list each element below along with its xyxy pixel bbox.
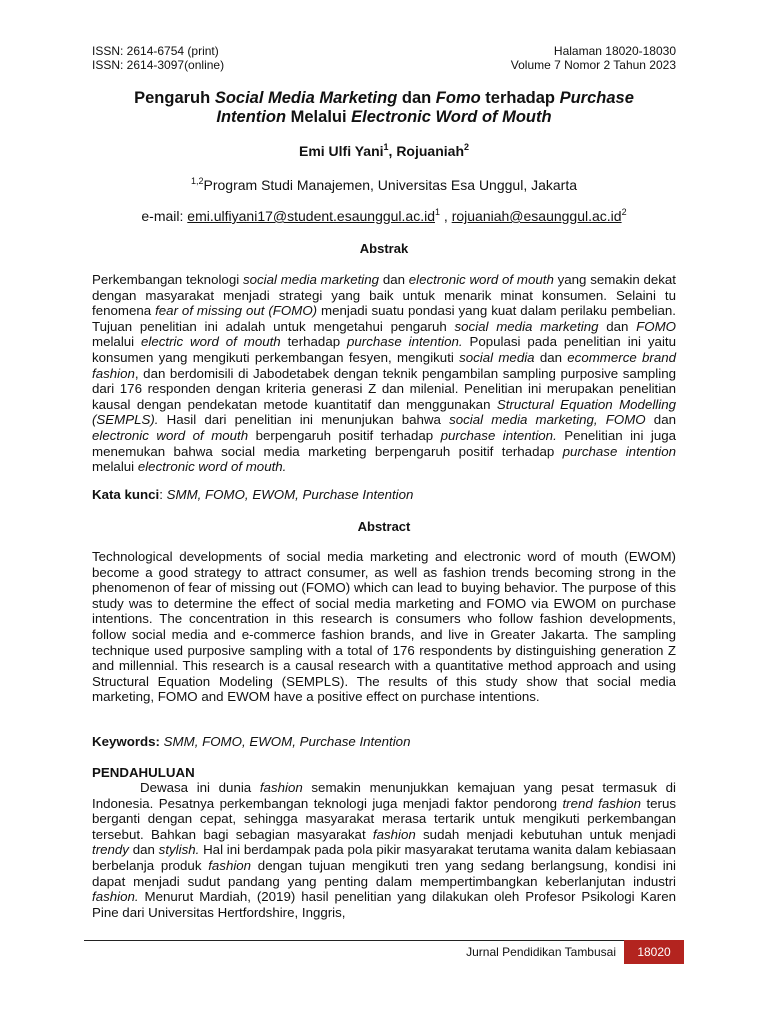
abstrak-run: social media marketing, FOMO (449, 412, 646, 428)
email-link-2[interactable]: rojuaniah@esaunggul.ac.id (451, 208, 622, 224)
abstrak-run: fear of missing out (FOMO) (155, 303, 318, 319)
abstrak-run: Penelitian ini juga menemukan bahwa social media marketing berpengaruh positif terhadap (92, 427, 677, 459)
pendahuluan-run: dan (128, 842, 159, 858)
abstrak-run: FOMO (636, 318, 677, 334)
abstrak-run: purchase intention (562, 443, 676, 459)
pendahuluan-run: trendy (92, 842, 129, 858)
pendahuluan-body (92, 780, 676, 920)
abstrak-run: dan (598, 318, 637, 334)
abstrak-run: Populasi pada penelitian ini yaitu konsumen yang mengikuti perkembangan fesyen, mengikuti (92, 334, 676, 365)
abstrak-run: social media marketing (454, 318, 599, 334)
abstrak-run: electronic word of mouth (92, 427, 249, 443)
email-line: e-mail: $emi.ulfiyani17@student.esaunggul.ac.id^1$ , $rojuaniah@esaunggul.ac.id^2$ (141, 207, 627, 224)
abstrak-run: dan (534, 349, 568, 365)
abstrak-run: yang semakin dekat dengan masyarakat menjadi strategi yang baik untuk menarik minat konsumen. Selaini tu fenomena (92, 272, 677, 319)
page-range: Halaman 18020-18030 (553, 44, 676, 58)
pendahuluan-run: stylish. (158, 842, 200, 858)
pendahuluan-run: terus berganti dengan cepat, sehingga masyarakat merasa tertarik untuk mengikuti perkembangan tersebut. Bahkan bagi sebagian masyarakat (92, 795, 677, 842)
volume-info: Volume 7 Nomor 2 Tahun 2023 (510, 58, 676, 72)
abstrak-run: electronic word of mouth (408, 272, 554, 287)
abstrak-run: social media marketing (242, 272, 380, 287)
issn-print: ISSN: 2614-6754 (print) (92, 44, 219, 58)
keywords: Keywords: SMM, FOMO, EWOM, Purchase Intention (92, 734, 411, 749)
abstrak-body (92, 272, 676, 475)
pendahuluan-run: semakin menunjukkan kemajuan yang pesat termasuk di Indonesia. Pesatnya perkembangan teknologi juga menjadi faktor pendorong (92, 780, 676, 811)
pendahuluan-run: Menurut Mardiah, (2019) hasil penelitian yang dilakukan oleh Profesor Psikologi Karen Pine dari Universitas Hertfordshire, Inggris, (92, 889, 676, 920)
abstrak-run: purchase intention. (440, 427, 557, 443)
pendahuluan-run: sudah menjadi kebutuhan untuk menjadi (415, 826, 676, 842)
title-line-1: Pengaruh Social Media Marketing dan Fomo terhadap Purchase (134, 89, 634, 107)
pendahuluan-run: Hal ini berdampak pada pola pikir masyarakat terutama wanita dalam kebiasaan berbelanja produk (92, 842, 676, 873)
title-line-2: Intention Melalui Electronic Word of Mouth (216, 108, 552, 126)
footer-journal: Jurnal Pendidikan Tambusai (466, 945, 616, 959)
affiliation: $^{1,2}$Program Studi Manajemen, Universitas Esa Unggul, Jakarta (190, 176, 578, 193)
pendahuluan-run: trend fashion (562, 795, 642, 811)
volume-block (511, 44, 676, 72)
abstrak-run: , dan berdomisili di Jabodetabek dengan teknik pengambilan sampling purposive sampling dari 176 responden dengan kriteria generasi Z dan milenial. Penelitian ini merupakan penelitian kausal dengan pendekatan metode kuantitatif dan menggunakan (92, 365, 676, 412)
abstrak-run: dan (379, 272, 409, 287)
pendahuluan-run: fashion (259, 780, 303, 795)
abstrak-run: melalui (92, 459, 138, 475)
abstrak-run: melalui (92, 334, 142, 350)
issn-online: ISSN: 2614-3097(online) (92, 58, 225, 72)
abstrak-run: Perkembangan teknologi (92, 272, 243, 287)
abstrak-run: electronic word of mouth. (137, 459, 287, 475)
abstrak-run: menjadi suatu pondasi yang kuat dalam perilaku pembelian. Tujuan penelitian ini adalah untuk mengetahui pengaruh (92, 303, 676, 334)
authors: Emi Ulfi Yani$^1$, Rojuaniah$^2$ (298, 142, 470, 159)
pendahuluan-run: dengan tujuan mengikuti tren yang sedang berlangsung, kondisi ini dapat menjadi sudut pandang yang penting dalam mempertimbangkan keberlanjutan industri (92, 857, 676, 889)
abstrak-run: dan (645, 412, 676, 428)
pendahuluan-run: Dewasa ini dunia (140, 780, 260, 795)
pendahuluan-run: fashion. (92, 889, 139, 905)
abstrak-run: Hasil dari penelitian ini menunjukan bahwa (158, 412, 450, 428)
abstract-heading: Abstract (357, 519, 411, 534)
pendahuluan-run: fashion (372, 826, 416, 842)
abstrak-run: Structural Equation Modelling (SEMPLS). (92, 396, 676, 428)
issn-block (92, 44, 224, 72)
abstrak-heading: Abstrak (359, 241, 409, 256)
abstrak-run: purchase intention. (347, 334, 463, 350)
footer-page-number: 18020 (624, 940, 684, 964)
abstrak-run: berpengaruh positif terhadap (248, 427, 441, 443)
abstrak-run: electric word of mouth (141, 334, 281, 350)
pendahuluan-run: fashion (208, 857, 252, 873)
footer-divider (84, 940, 684, 941)
abstract-body: Technological developments of social media marketing and electronic word of mouth (EWOM) become a good strategy to attract consumer, as well as fashion trends becoming strong in the phenomenon of fear of missing out (FOMO) which can lead to buying behavior. The purpose of this study was to determine the effect of social media marketing and FOMO via EWOM on purchase intentions. The concentration in this research is consumers who follow fashion developments, follow social media and e-commerce fashion brands, and live in Greater Jakarta. The sampling technique used purposive sampling with a total of 176 respondents by distinguishing generation Z and millennial. This research is a causal research with a quantitative method approach and using Structural Equation Modeling (SEMPLS). The results of this study show that social media marketing, FOMO and EWOM have a positive effect on purchase intentions. (92, 549, 676, 705)
paper-title (92, 89, 676, 127)
kata-kunci: Kata kunci: SMM, FOMO, EWOM, Purchase Intention (92, 487, 414, 502)
abstrak-run: ecommerce brand fashion (92, 349, 677, 381)
pendahuluan-heading: PENDAHULUAN (92, 765, 195, 780)
abstrak-run: social media (459, 349, 535, 365)
abstrak-run: terhadap (280, 334, 348, 350)
email-link-1[interactable]: emi.ulfiyani17@student.esaunggul.ac.id (187, 208, 435, 224)
